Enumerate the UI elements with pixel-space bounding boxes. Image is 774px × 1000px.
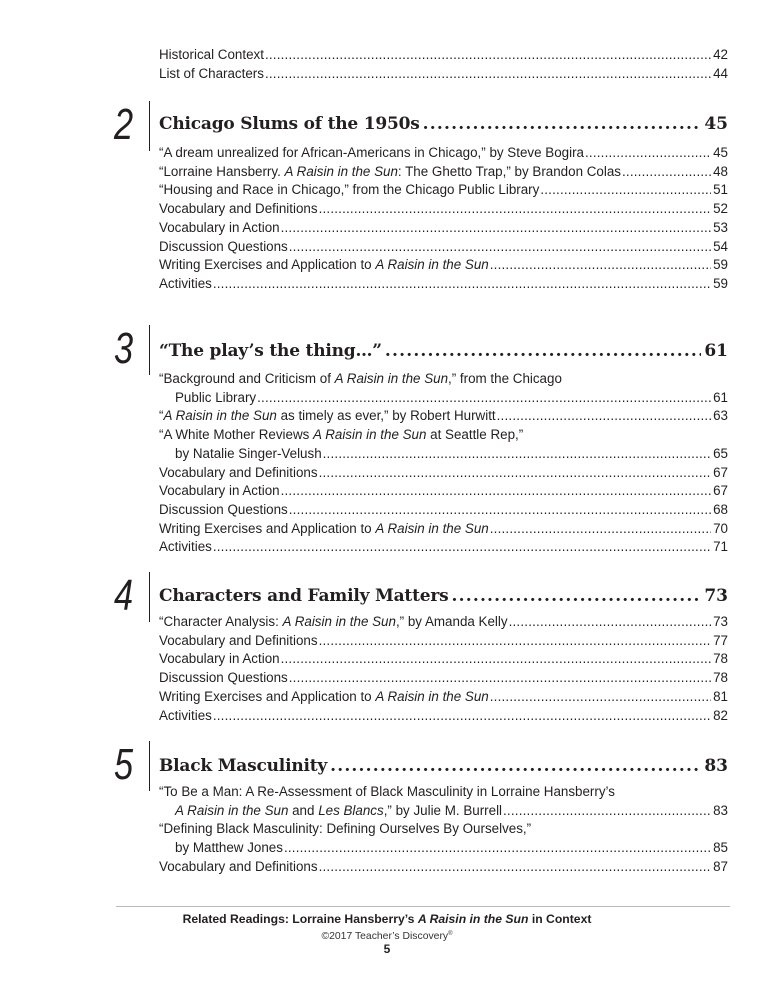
toc-entry[interactable] (159, 802, 728, 821)
chapter-title: Chicago Slums of the 1950s (159, 114, 420, 134)
text-fragment: by Matthew Jones (175, 840, 283, 856)
toc-entry[interactable] (159, 163, 728, 182)
chapter-heading[interactable] (159, 340, 728, 362)
text-fragment: ,” by Amanda Kelly (395, 614, 508, 629)
dot-leader (423, 113, 702, 135)
entry-page: 68 (713, 501, 728, 517)
dot-leader (265, 46, 711, 65)
text-fragment: Discussion Questions (159, 670, 288, 686)
footer-title-suffix: in Context (528, 912, 592, 926)
dot-leader (490, 688, 711, 707)
toc-entry[interactable] (159, 389, 728, 408)
text-fragment: “Character Analysis: (159, 614, 283, 629)
text-fragment: by Natalie Singer-Velush (175, 445, 322, 461)
entry-page: 63 (713, 408, 728, 424)
text-fragment: ,” by Julie M. Burrell (383, 802, 503, 818)
toc-entry[interactable] (159, 707, 728, 726)
dot-leader (265, 65, 711, 84)
chapter-divider (149, 572, 150, 622)
entry-page: 78 (713, 670, 728, 686)
dot-leader (213, 275, 711, 294)
text-fragment: : The Ghetto Trap,” by Brandon Colas (397, 163, 621, 179)
toc-entry[interactable] (159, 464, 728, 483)
toc-entry[interactable] (159, 256, 728, 275)
text-fragment: Writing Exercises and Application to (159, 257, 376, 273)
text-fragment: Writing Exercises and Application to (159, 520, 376, 536)
italic-title-fragment: A Raisin in the Sun (163, 408, 277, 424)
text-fragment: Vocabulary and Definitions (159, 201, 318, 217)
chapter-title: Black Masculinity (159, 756, 328, 776)
chapter-title: “The play’s the thing…” (159, 341, 382, 361)
text-fragment: Vocabulary in Action (159, 219, 280, 235)
chapter-heading[interactable] (159, 755, 728, 777)
entry-page: 59 (713, 257, 728, 273)
registered-mark: ® (448, 931, 453, 937)
chapter-number: 5 (114, 740, 134, 789)
entry-title (159, 538, 212, 557)
entry-title (159, 144, 584, 163)
entry-title (159, 445, 322, 464)
text-fragment: Activities (159, 275, 212, 291)
entry-page: 78 (713, 651, 728, 667)
entry-title (159, 501, 288, 520)
toc-entry[interactable] (159, 482, 728, 501)
text-fragment: Vocabulary and Definitions (159, 464, 318, 480)
entry-page: 45 (713, 145, 728, 160)
toc-entry[interactable] (159, 839, 728, 858)
toc-entry[interactable] (159, 238, 728, 257)
copyright-text: ©2017 Teacher’s Discovery (321, 931, 449, 942)
toc-entry-first-line[interactable] (159, 370, 728, 389)
entry-title (159, 707, 212, 726)
entry-title (159, 200, 318, 219)
toc-entry-list-of-characters[interactable] (159, 65, 728, 84)
entry-page: 67 (713, 483, 728, 499)
dot-leader (284, 839, 711, 858)
text-fragment: Vocabulary and Definitions (159, 858, 318, 874)
text-fragment: Activities (159, 539, 212, 555)
dot-leader (281, 482, 712, 501)
entry-page: 77 (713, 632, 728, 648)
entry-page: 70 (713, 520, 728, 536)
chapter-divider (149, 101, 150, 151)
dot-leader (319, 464, 712, 483)
chapter-divider (149, 741, 150, 791)
entry-title (159, 669, 288, 688)
dot-leader (509, 613, 712, 632)
dot-leader (503, 802, 711, 821)
dot-leader (330, 755, 701, 777)
entry-title (159, 650, 280, 669)
chapter-page: 73 (704, 586, 728, 606)
text-fragment: and (288, 802, 319, 818)
italic-title-fragment: A Raisin in the Sun (282, 614, 396, 629)
dot-leader (490, 256, 711, 275)
dot-leader (319, 632, 712, 651)
italic-title-fragment: A Raisin in the Sun (375, 520, 489, 536)
entry-title (159, 275, 212, 294)
italic-title-fragment: A Raisin in the Sun (375, 688, 489, 704)
chapter-page: 83 (704, 756, 728, 776)
dot-leader (540, 181, 711, 200)
entry-title (159, 407, 496, 426)
chapter-page: 61 (704, 341, 728, 361)
dot-leader (257, 389, 711, 408)
dot-leader (385, 340, 701, 362)
toc-entry[interactable] (159, 632, 728, 651)
entry-title (159, 219, 280, 238)
entry-page: 85 (713, 840, 728, 856)
text-fragment: “A White Mother Reviews (159, 427, 314, 443)
dot-leader (323, 445, 711, 464)
toc-entry-first-line[interactable] (159, 783, 728, 802)
toc-entry[interactable] (159, 219, 728, 238)
entry-title (159, 520, 489, 539)
dot-leader (281, 219, 712, 238)
chapter-divider (149, 325, 150, 375)
entry-page: 73 (713, 614, 728, 629)
text-fragment: Vocabulary in Action (159, 651, 280, 667)
toc-entry[interactable] (159, 858, 728, 877)
text-fragment: “A dream unrealized for African-Americans in Chicago,” by Steve Bogira (159, 145, 584, 160)
entry-title (159, 858, 318, 877)
entry-title (159, 256, 489, 275)
dot-leader (213, 538, 711, 557)
toc-entry[interactable] (159, 688, 728, 707)
footer-book-title (0, 911, 774, 927)
text-fragment: “To Be a Man: A Re-Assessment of Black Masculinity in Lorraine Hansberry’s (159, 784, 615, 799)
entry-page: 83 (713, 802, 728, 818)
dot-leader (319, 200, 712, 219)
text-fragment: “Housing and Race in Chicago,” from the Chicago Public Library (159, 182, 540, 198)
italic-title-fragment: A Raisin in the Sun (334, 371, 449, 386)
entry-title (159, 163, 621, 182)
entry-title (159, 464, 318, 483)
footer-title-italic: A Raisin in the Sun (417, 912, 529, 926)
text-fragment: Activities (159, 707, 212, 723)
footer-copyright (0, 928, 774, 943)
text-fragment: “Lorraine Hansberry. (159, 163, 285, 179)
dot-leader (490, 520, 711, 539)
dot-leader (213, 707, 711, 726)
entry-page: 65 (713, 445, 728, 461)
toc-entry[interactable] (159, 275, 728, 294)
toc-entry[interactable] (159, 144, 728, 163)
toc-entry[interactable] (159, 669, 728, 688)
dot-leader (289, 669, 711, 688)
toc-entry-historical-context[interactable] (159, 46, 728, 65)
toc-entry[interactable] (159, 200, 728, 219)
dot-leader (319, 858, 712, 877)
entry-title (159, 482, 280, 501)
entry-title (159, 802, 502, 821)
text-fragment: “ (159, 408, 164, 424)
dot-leader (497, 407, 711, 426)
dot-leader (585, 144, 711, 163)
entry-title: List of Characters (159, 66, 264, 81)
footer-title-prefix: Related Readings: Lorraine Hansberry’s (182, 912, 418, 926)
chapter-page: 45 (704, 114, 728, 134)
dot-leader (289, 501, 711, 520)
entry-page: 53 (713, 219, 728, 235)
toc-entry[interactable] (159, 181, 728, 200)
text-fragment: Discussion Questions (159, 238, 288, 254)
dot-leader (289, 238, 711, 257)
toc-entry[interactable] (159, 613, 728, 632)
entry-title (159, 238, 288, 257)
entry-page: 71 (713, 539, 728, 555)
toc-entry[interactable] (159, 407, 728, 426)
toc-entry[interactable] (159, 520, 728, 539)
entry-page: 44 (713, 66, 728, 81)
entry-title (159, 613, 508, 632)
italic-title-fragment: A Raisin in the Sun (284, 163, 398, 179)
page-number: 5 (383, 942, 391, 956)
dot-leader (451, 585, 701, 607)
text-fragment: Vocabulary in Action (159, 483, 280, 499)
entry-page: 54 (713, 238, 728, 254)
text-fragment: Vocabulary and Definitions (159, 632, 318, 648)
entry-page: 87 (713, 858, 728, 874)
entry-page: 81 (713, 688, 728, 704)
entry-title (159, 839, 283, 858)
italic-title-fragment: A Raisin in the Sun (313, 427, 427, 443)
chapter-title: Characters and Family Matters (159, 586, 449, 606)
text-fragment: Public Library (175, 389, 257, 405)
text-fragment: Discussion Questions (159, 501, 288, 517)
entry-title (159, 181, 539, 200)
entry-page: 61 (713, 389, 728, 405)
dot-leader (281, 650, 712, 669)
chapter-heading[interactable] (159, 585, 728, 607)
italic-title-fragment: A Raisin in the Sun (175, 802, 289, 818)
entry-page: 42 (713, 47, 728, 62)
toc-entry[interactable] (159, 538, 728, 557)
text-fragment: “Defining Black Masculinity: Defining Ourselves By Ourselves,” (159, 821, 532, 837)
toc-entry-first-line[interactable] (159, 426, 728, 445)
entry-page: 51 (713, 182, 728, 198)
toc-entry[interactable] (159, 650, 728, 669)
text-fragment: “Background and Criticism of (159, 371, 335, 386)
entry-page: 48 (713, 163, 728, 179)
entry-page: 82 (713, 707, 728, 723)
text-fragment: as timely as ever,” by Robert Hurwitt (276, 408, 496, 424)
italic-title-fragment: A Raisin in the Sun (375, 257, 489, 273)
toc-entry-first-line[interactable] (159, 820, 728, 839)
footer-divider (116, 906, 730, 907)
entry-title: Historical Context (159, 47, 264, 62)
chapter-number: 3 (114, 324, 134, 373)
entry-title (159, 632, 318, 651)
text-fragment: Writing Exercises and Application to (159, 688, 376, 704)
text-fragment: at Seattle Rep,” (426, 427, 524, 443)
entry-page: 67 (713, 464, 728, 480)
chapter-number: 2 (114, 100, 134, 149)
entry-page: 59 (713, 275, 728, 291)
entry-title (159, 389, 256, 408)
dot-leader (622, 163, 711, 182)
toc-entry[interactable] (159, 445, 728, 464)
chapter-heading[interactable] (159, 113, 728, 135)
entry-page: 52 (713, 201, 728, 217)
toc-entry[interactable] (159, 501, 728, 520)
italic-title-fragment: Les Blancs (318, 802, 384, 818)
chapter-number: 4 (114, 571, 134, 620)
text-fragment: ,” from the Chicago (448, 371, 562, 386)
entry-title (159, 688, 489, 707)
